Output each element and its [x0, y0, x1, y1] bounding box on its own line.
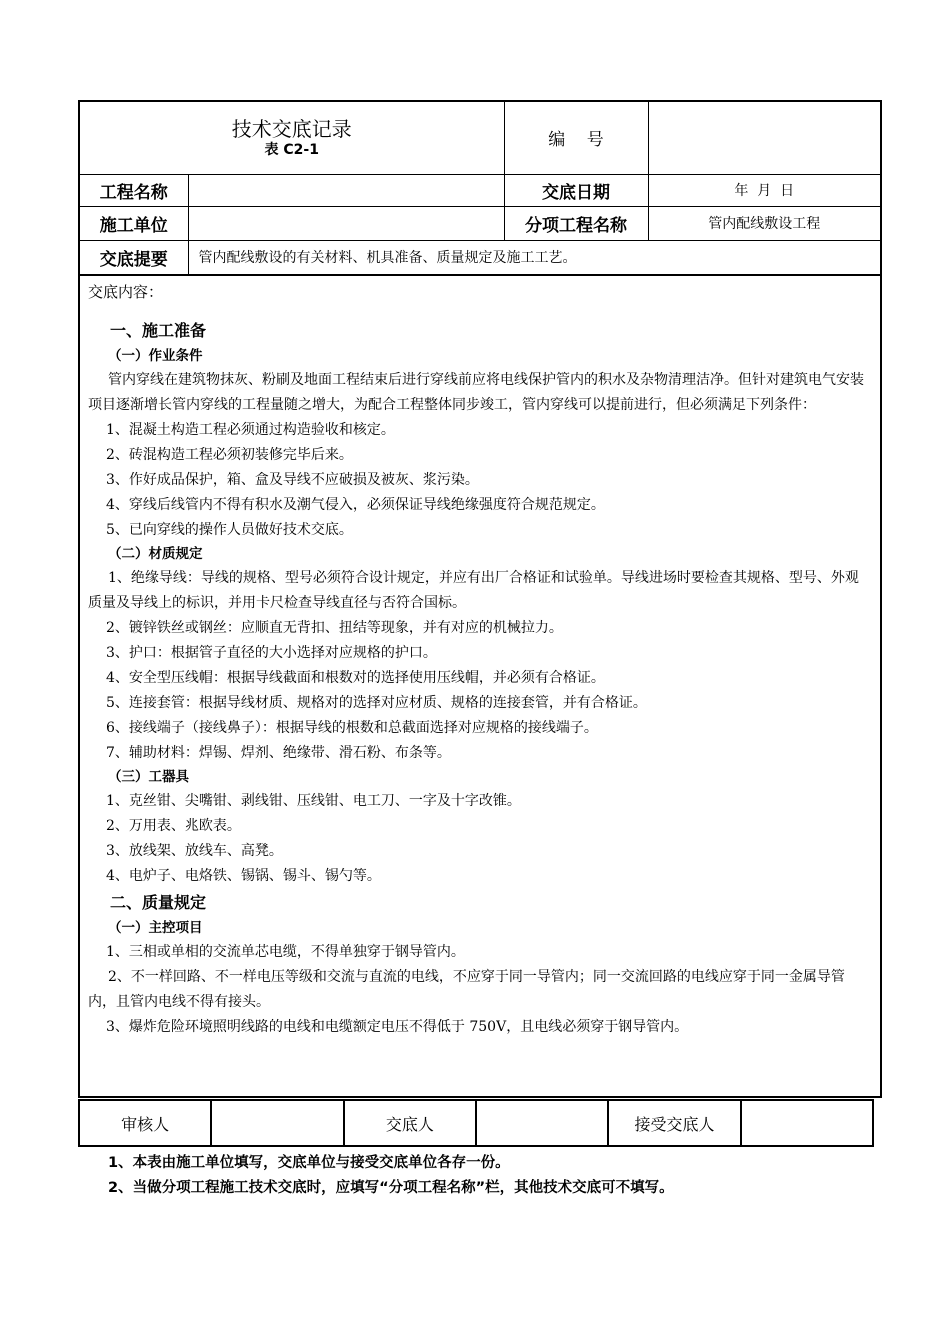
list-item: 1、混凝土构造工程必须通过构造验收和核定。: [106, 421, 395, 438]
unit-field[interactable]: [188, 206, 504, 240]
list-item: 6、接线端子（接线鼻子）：根据导线的根数和总截面选择对应规格的接线端子。: [106, 719, 598, 736]
list-item: 5、连接套管：根据导线材质、规格对的选择对应材质、规格的连接套管，并有合格证。: [106, 694, 647, 711]
list-item: 4、穿线后线管内不得有积水及潮气侵入，必须保证导线绝缘强度符合规范规定。: [106, 496, 605, 513]
unit-label: 施工单位: [80, 206, 188, 240]
summary-field[interactable]: 管内配线敷设的有关材料、机具准备、质量规定及施工工艺。: [188, 240, 880, 274]
list-item: 7、辅助材料：焊锡、焊剂、绝缘带、滑石粉、布条等。: [106, 744, 451, 761]
subsection-heading: （二）材质规定: [108, 545, 203, 562]
list-item: 2、砖混构造工程必须初装修完毕后来。: [106, 446, 353, 463]
subproject-field[interactable]: 管内配线敷设工程: [648, 206, 880, 240]
list-item: 3、作好成品保护，箱、盒及导线不应破损及被灰、浆污染。: [106, 471, 479, 488]
receiver-field[interactable]: [741, 1100, 873, 1146]
note-item: 2、当做分项工程施工技术交底时，应填写“分项工程名称”栏，其他技术交底可不填写。: [108, 1180, 674, 1196]
section-heading: 二、质量规定: [110, 892, 207, 912]
reviewer-label: 审核人: [79, 1100, 211, 1146]
receiver-label: 接受交底人: [608, 1100, 740, 1146]
list-item: 2、镀锌铁丝或钢丝：应顺直无背扣、扭结等现象，并有对应的机械拉力。: [106, 619, 563, 636]
paragraph: 管内穿线在建筑物抹灰、粉刷及地面工程结束后进行穿线前应将电线保护管内的积水及杂物清理洁净。但针对建筑电气安装项目逐渐增长管内穿线的工程量随之增大，为配合工程整体同步竣工，管内穿线可以提前进行，但必须满足下列条件：: [88, 371, 864, 413]
summary-label: 交底提要: [80, 240, 188, 274]
subsection-heading: （一）主控项目: [108, 919, 203, 936]
content-intro: 交底内容：: [88, 282, 164, 301]
project-name-field[interactable]: [188, 174, 504, 206]
subsection-heading: （一）作业条件: [108, 347, 203, 364]
list-item: 1、绝缘导线：导线的规格、型号必须符合设计规定，并应有出厂合格证和试验单。导线进场时要检查其规格、型号、外观质量及导线上的标识，并用卡尺检查导线直径与否符合国标。: [88, 569, 859, 611]
form-title-cell: [80, 102, 504, 174]
disclosure-content: [80, 275, 880, 1096]
subsection-heading: （三）工器具: [108, 768, 189, 785]
form-header-table: [80, 102, 880, 275]
form-code: 表 C2-1: [264, 141, 319, 158]
note-item: 1、本表由施工单位填写，交底单位与接受交底单位各存一份。: [108, 1155, 510, 1171]
list-item: 4、电炉子、电烙铁、锡锅、锡斗、锡勺等。: [106, 867, 381, 884]
date-label: 交底日期: [504, 174, 648, 206]
subproject-label: 分项工程名称: [504, 206, 648, 240]
date-field[interactable]: 年 月 日: [648, 174, 880, 206]
discloser-label: 交底人: [344, 1100, 476, 1146]
section-heading: 一、施工准备: [110, 320, 207, 340]
list-item: 4、安全型压线帽：根据导线截面和根数对的选择使用压线帽，并必须有合格证。: [106, 669, 605, 686]
number-field[interactable]: [648, 102, 880, 174]
list-item: 2、不一样回路、不一样电压等级和交流与直流的电线，不应穿于同一导管内；同一交流回路的电线应穿于同一金属导管内，且管内电线不得有接头。: [88, 968, 845, 1010]
list-item: 5、已向穿线的操作人员做好技术交底。: [106, 521, 353, 538]
list-item: 2、万用表、兆欧表。: [106, 817, 241, 834]
list-item: 3、爆炸危险环境照明线路的电线和电缆额定电压不得低于 750V，且电线必须穿于钢导管内。: [106, 1018, 689, 1035]
project-name-label: 工程名称: [80, 174, 188, 206]
list-item: 1、三相或单相的交流单芯电缆，不得单独穿于钢导管内。: [106, 943, 465, 960]
form-title: 技术交底记录: [231, 116, 352, 141]
reviewer-field[interactable]: [211, 1100, 343, 1146]
list-item: 3、放线架、放线车、高凳。: [106, 842, 283, 859]
number-label: 编 号: [504, 102, 648, 174]
signature-table: [78, 1099, 874, 1147]
technical-disclosure-form: [78, 100, 882, 1098]
form-notes: [108, 1151, 674, 1201]
list-item: 3、护口：根据管子直径的大小选择对应规格的护口。: [106, 644, 437, 661]
discloser-field[interactable]: [476, 1100, 608, 1146]
list-item: 1、克丝钳、尖嘴钳、剥线钳、压线钳、电工刀、一字及十字改锥。: [106, 792, 521, 809]
